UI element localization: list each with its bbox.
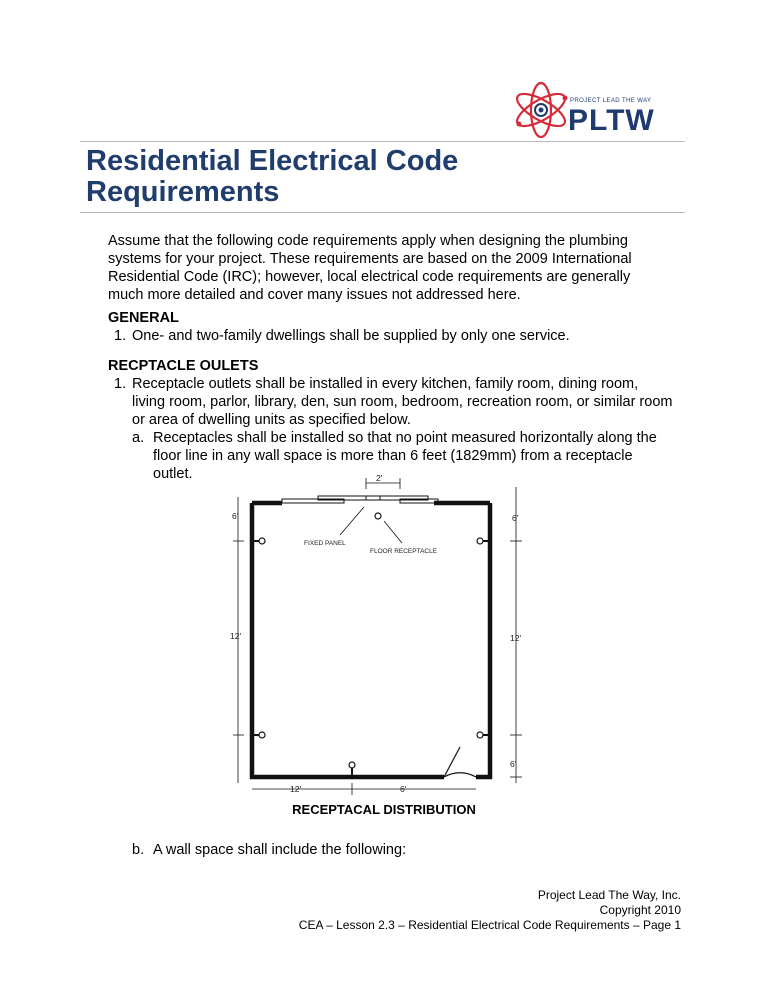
- page-title: Residential Electrical Code Requirements: [86, 145, 459, 208]
- wall-receptacle: [477, 538, 483, 544]
- list-letter: b.: [132, 842, 145, 858]
- footer-copyright: Copyright 2010: [599, 903, 681, 917]
- wall-receptacle: [477, 732, 483, 738]
- footer-org: Project Lead The Way, Inc.: [537, 888, 681, 902]
- logo-wordmark: PLTW: [568, 104, 655, 137]
- title-rule-bottom: [80, 212, 685, 213]
- figure-caption: RECEPTACAL DISTRIBUTION: [292, 802, 476, 817]
- pltw-logo: [510, 78, 682, 142]
- general-heading: GENERAL: [108, 310, 179, 326]
- door-swing: [444, 773, 476, 777]
- dim-label-right-top: 6': [512, 513, 519, 523]
- list-text: A wall space shall include the following:: [153, 842, 407, 858]
- list-number: 1.: [114, 328, 127, 344]
- page-footer: [299, 888, 681, 933]
- dim-label-top: 2': [376, 473, 383, 483]
- room-wall: [252, 503, 444, 777]
- receptacle-item-1: [114, 375, 674, 429]
- general-item-1: [114, 327, 674, 345]
- wall-receptacle: [259, 732, 265, 738]
- receptacle-heading: RECPTACLE OULETS: [108, 358, 259, 374]
- dim-label-bottom-left: 12': [290, 784, 302, 794]
- receptacle-sub-b: [132, 841, 670, 859]
- list-text: One- and two-family dwellings shall be supplied by only one service.: [132, 328, 570, 344]
- floor-receptacle-label: FLOOR RECEPTACLE: [370, 548, 438, 555]
- wall-receptacle: [349, 762, 355, 768]
- logo-tagline: PROJECT LEAD THE WAY: [570, 98, 652, 104]
- floor-receptacle: [375, 513, 381, 519]
- dim-label-right-mid: 12': [510, 633, 522, 643]
- dim-label-bottom-right: 6': [400, 784, 407, 794]
- fixed-panel-label: FIXED PANEL: [304, 540, 346, 547]
- atom-icon: [510, 78, 572, 142]
- dim-label-left-mid: 12': [230, 631, 242, 641]
- dim-label-right-bottom: 6': [510, 759, 517, 769]
- wall-receptacle: [259, 538, 265, 544]
- list-letter: a.: [132, 430, 145, 446]
- list-text: Receptacle outlets shall be installed in every kitchen, family room, dining room, living room, parlor, library, den, sun room, bedroom, recreation room, or similar room or area of dwelling units as specified below.: [132, 376, 673, 428]
- list-text: Receptacles shall be installed so that no point measured horizontally along the floor line in any wall space is more than 6 feet (1829mm) from a receptacle outlet.: [153, 430, 657, 482]
- intro-paragraph: Assume that the following code requirements apply when designing the plumbing systems for your project. These requirements are based on the 2009 International Residential Code (IRC); however, local electrical code requirements are generally much more detailed and cover many issues not addressed here.: [108, 233, 632, 303]
- dim-label-left-top: 6': [232, 511, 239, 521]
- receptacle-floor-plan: [230, 471, 532, 797]
- list-number: 1.: [114, 376, 127, 392]
- footer-page: CEA – Lesson 2.3 – Residential Electrical Code Requirements – Page 1: [298, 918, 681, 932]
- title-rule-top: [80, 141, 685, 142]
